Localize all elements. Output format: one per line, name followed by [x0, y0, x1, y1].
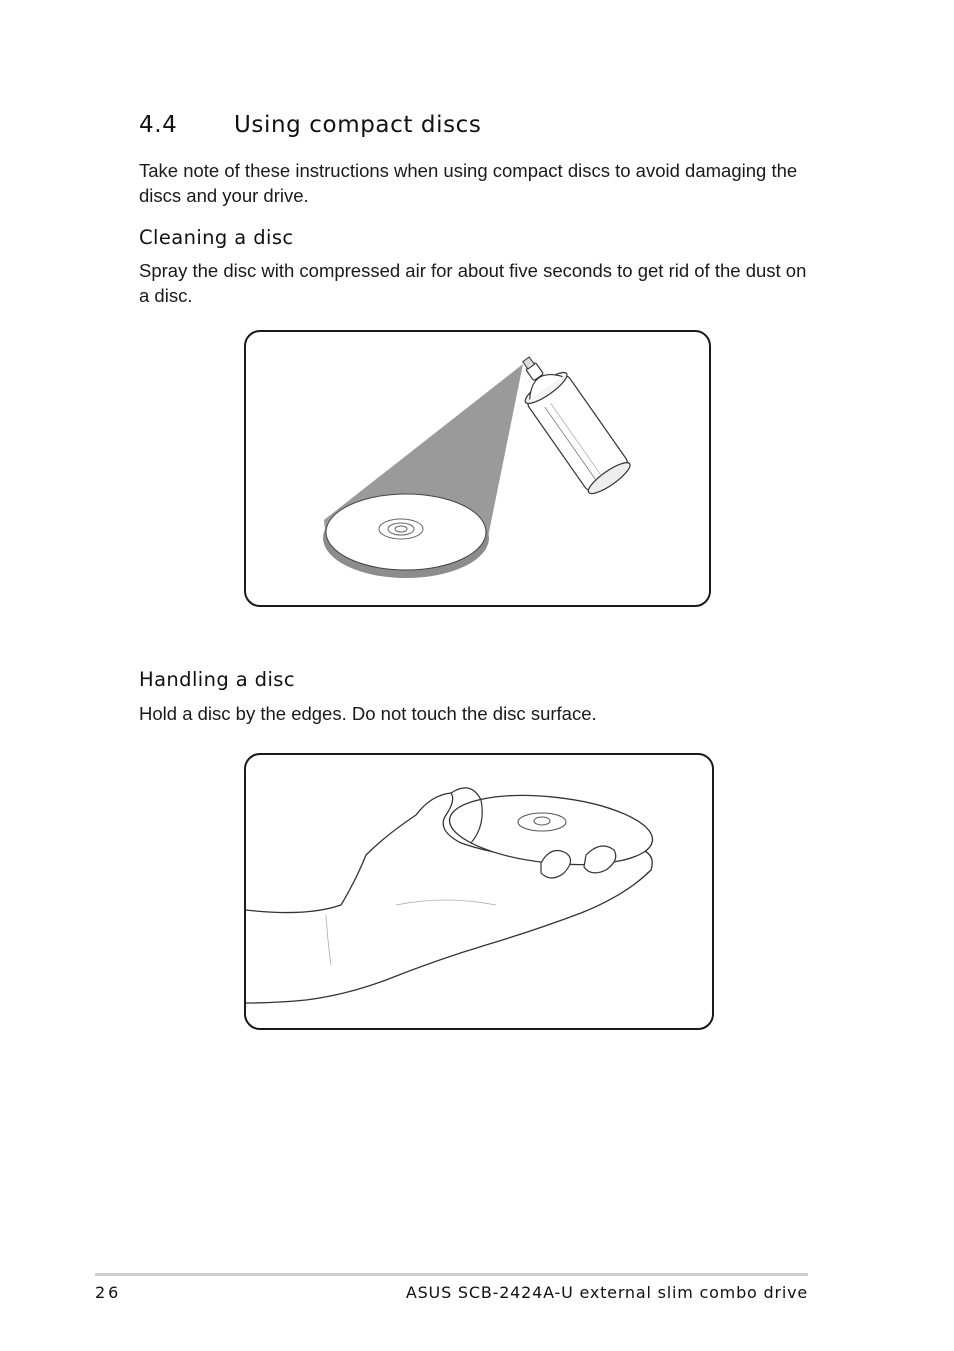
- disc-surface: [326, 494, 486, 570]
- spray-disc-drawing: [246, 332, 709, 605]
- disc-center-hole: [395, 526, 407, 532]
- cleaning-text: Spray the disc with compressed air for about five seconds to get rid of the dust on a disc.: [139, 260, 807, 306]
- spray-can: [506, 345, 634, 498]
- handling-text: Hold a disc by the edges. Do not touch the disc surface.: [139, 703, 597, 724]
- section-number: 4.4: [139, 112, 178, 138]
- hand-disc-drawing: [246, 755, 712, 1028]
- section-heading: [139, 112, 482, 138]
- handling-heading: Handling a disc: [139, 668, 295, 691]
- handling-illustration: [244, 753, 714, 1030]
- section-intro: Take note of these instructions when using compact discs to avoid damaging the discs and your drive.: [139, 160, 798, 206]
- section-title: Using compact discs: [234, 112, 482, 138]
- page-number: 26: [95, 1283, 122, 1302]
- held-disc-center: [534, 817, 550, 825]
- document-title: ASUS SCB-2424A-U external slim combo drive: [405, 1283, 808, 1302]
- cleaning-illustration: [244, 330, 711, 607]
- footer-rule: [95, 1273, 808, 1276]
- cleaning-heading: Cleaning a disc: [139, 226, 294, 249]
